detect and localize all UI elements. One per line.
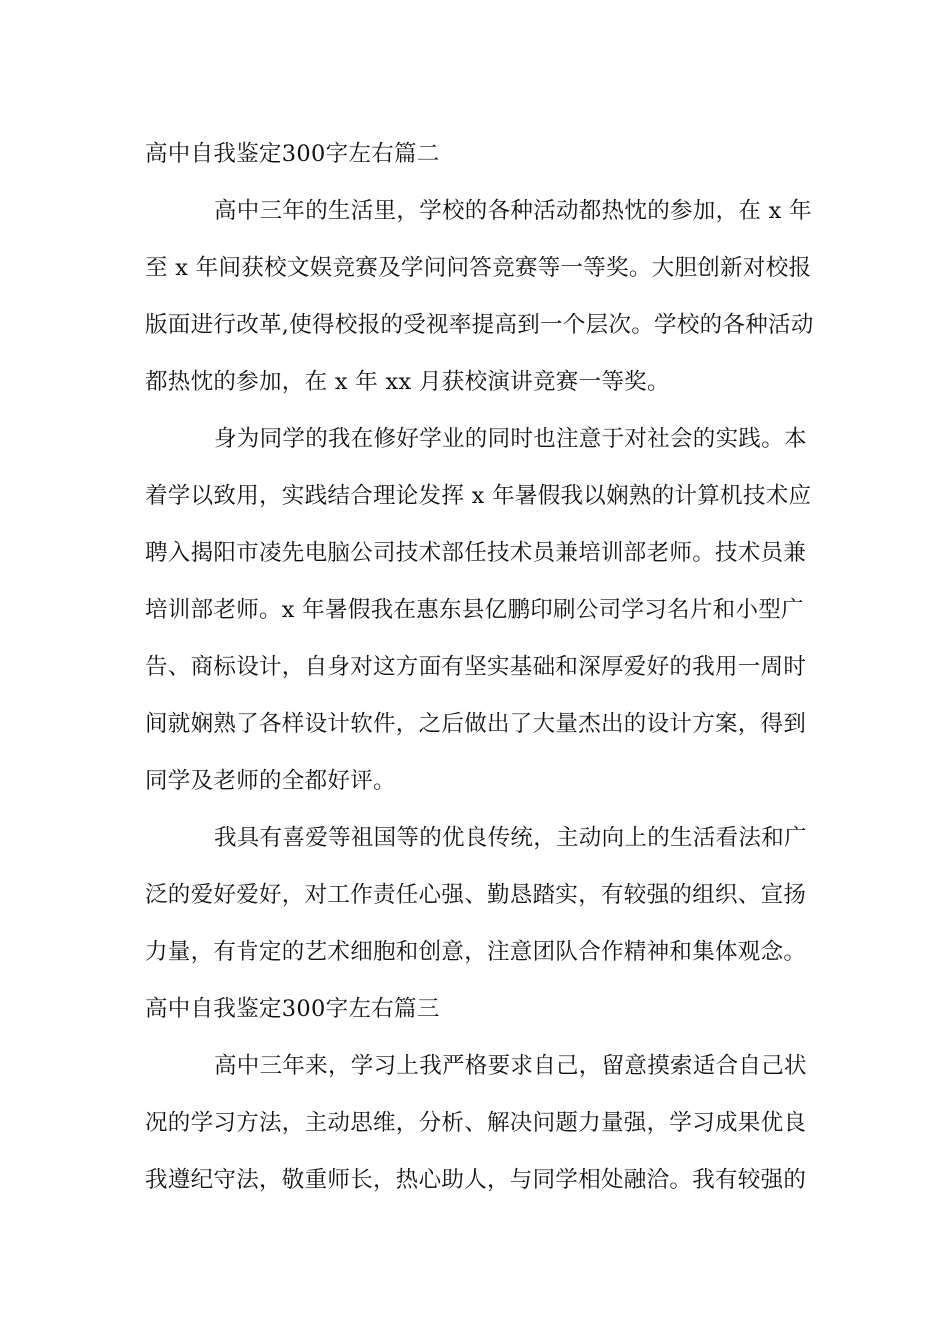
paragraph-2-line-6: 间就娴熟了各样设计软件，之后做出了大量杰出的设计方案，得到	[145, 711, 807, 737]
paragraph-1-line-4: 都热忱的参加，在 x 年 xx 月获校演讲竞赛一等奖。	[145, 369, 670, 395]
section-heading-3: 高中自我鉴定300字左右篇三	[145, 996, 440, 1022]
paragraph-2-line-1: 身为同学的我在修好学业的同时也注意于对社会的实践。本	[214, 426, 807, 452]
paragraph-4-line-2: 况的学习方法，主动思维，分析、解决问题力量强，学习成果优良	[145, 1110, 807, 1136]
paragraph-4-line-3: 我遵纪守法，敬重师长，热心助人，与同学相处融洽。我有较强的	[145, 1167, 807, 1193]
paragraph-1-line-1: 高中三年的生活里，学校的各种活动都热忱的参加，在 x 年	[214, 198, 812, 224]
paragraph-3-line-3: 力量，有肯定的艺术细胞和创意，注意团队合作精神和集体观念。	[145, 939, 807, 965]
paragraph-3-line-1: 我具有喜爱等祖国等的优良传统，主动向上的生活看法和广	[214, 825, 807, 851]
paragraph-1-line-3: 版面进行改革,使得校报的受视率提高到一个层次。学校的各种活动	[145, 312, 814, 338]
section-heading-2: 高中自我鉴定300字左右篇二	[145, 141, 440, 167]
paragraph-1-line-2: 至 x 年间获校文娱竞赛及学问问答竞赛等一等奖。大胆创新对校报	[145, 255, 812, 281]
paragraph-3-line-2: 泛的爱好爱好，对工作责任心强、勤恳踏实，有较强的组织、宣扬	[145, 882, 807, 908]
paragraph-2-line-4: 培训部老师。x 年暑假我在惠东县亿鹏印刷公司学习名片和小型广	[145, 597, 804, 623]
paragraph-2-line-3: 聘入揭阳市凌先电脑公司技术部任技术员兼培训部老师。技术员兼	[145, 540, 807, 566]
paragraph-2-line-7: 同学及老师的全都好评。	[145, 768, 396, 794]
paragraph-4-line-1: 高中三年来，学习上我严格要求自己，留意摸索适合自己状	[214, 1053, 807, 1079]
paragraph-2-line-5: 告、商标设计，自身对这方面有坚实基础和深厚爱好的我用一周时	[145, 654, 807, 680]
paragraph-2-line-2: 着学以致用，实践结合理论发挥 x 年暑假我以娴熟的计算机技术应	[145, 483, 812, 509]
